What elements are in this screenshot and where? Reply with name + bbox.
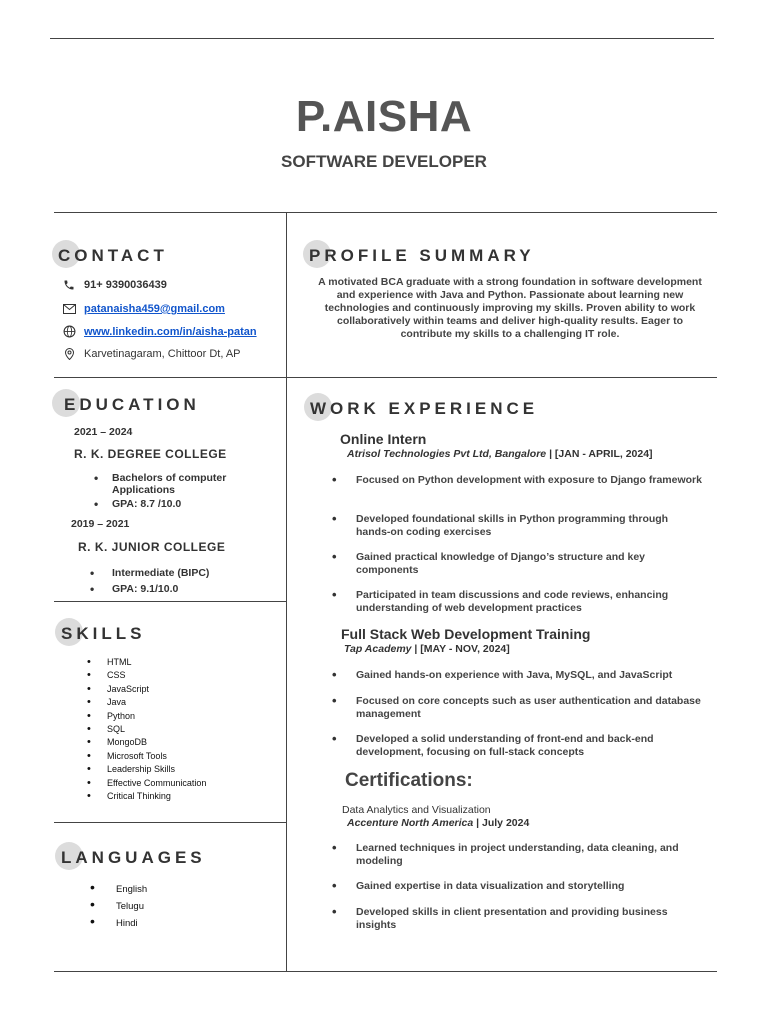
email-icon (62, 304, 76, 314)
list-item: • SQL (87, 723, 206, 736)
languages-heading: LANGUAGES (61, 848, 206, 868)
education-heading: EDUCATION (64, 395, 200, 415)
header-divider (54, 212, 717, 213)
list-item: • Gained expertise in data visualization and storytelling (332, 880, 702, 893)
languages-list (90, 881, 147, 932)
list-item: • Python (87, 710, 206, 723)
list-item: • HTML (87, 656, 206, 669)
bottom-rule (54, 971, 717, 972)
skills-heading: SKILLS (61, 624, 145, 644)
job-title: Online Intern (340, 431, 427, 447)
phone-number: 91+ 9390036439 (84, 279, 167, 291)
education-school: R. K. DEGREE COLLEGE (74, 447, 227, 461)
list-item: • Gained practical knowledge of Django’s structure and key components (332, 551, 702, 577)
list-item: • CSS (87, 669, 206, 682)
email-link[interactable]: patanaisha459@gmail.com (84, 303, 225, 315)
candidate-role: SOFTWARE DEVELOPER (281, 152, 487, 171)
list-item: • Telugu (90, 898, 147, 915)
skills-divider (54, 822, 286, 823)
list-item: • Focused on Python development with exposure to Django framework (332, 474, 702, 487)
list-item: • Focused on core concepts such as user authentication and database management (332, 695, 702, 721)
list-item: • Effective Communication (87, 777, 206, 790)
job-company: Atrisol Technologies Pvt Ltd, Bangalore | [JAN - APRIL, 2024] (347, 448, 653, 460)
list-item: • GPA: 9.1/10.0 (86, 583, 266, 595)
location-pin-icon (62, 348, 76, 360)
job-title: Full Stack Web Development Training (341, 626, 591, 642)
contact-location (62, 348, 241, 360)
linkedin-link[interactable]: www.linkedin.com/in/aisha-patan (84, 325, 257, 338)
list-item: • MongoDB (87, 736, 206, 749)
list-item: • Developed skills in client presentation and providing business insights (332, 906, 702, 932)
contact-heading: CONTACT (58, 246, 168, 266)
phone-icon (62, 279, 76, 291)
list-item: • English (90, 881, 147, 898)
top-rule (50, 38, 714, 39)
list-item: • Participated in team discussions and code reviews, enhancing understanding of web development practices (332, 589, 702, 615)
contact-divider (54, 377, 717, 378)
globe-icon (62, 325, 76, 338)
column-divider (286, 212, 287, 971)
list-item: • JavaScript (87, 683, 206, 696)
list-item: • Intermediate (BIPC) (86, 567, 266, 579)
summary-heading: PROFILE SUMMARY (309, 246, 535, 266)
contact-phone (62, 279, 167, 291)
education-years: 2019 – 2021 (71, 518, 130, 530)
education-years: 2021 – 2024 (74, 426, 133, 438)
certification-name: Data Analytics and Visualization (342, 804, 491, 816)
job-company: Tap Academy | [MAY - NOV, 2024] (344, 643, 510, 655)
education-divider (54, 601, 286, 602)
list-item: • Critical Thinking (87, 790, 206, 803)
education-school: R. K. JUNIOR COLLEGE (78, 540, 226, 554)
list-item: • Gained hands-on experience with Java, MySQL, and JavaScript (332, 669, 702, 682)
list-item: • Hindi (90, 915, 147, 932)
list-item: • GPA: 8.7 /10.0 (90, 498, 270, 510)
certification-issuer: Accenture North America | July 2024 (347, 817, 530, 829)
education-details (90, 472, 270, 512)
location-text: Karvetinagaram, Chittoor Dt, AP (84, 348, 241, 360)
list-item: • Developed a solid understanding of front-end and back-end development, focusing on full-stack concepts (332, 733, 702, 759)
summary-text: A motivated BCA graduate with a strong foundation in software development and experience with Java and Python. Passionate about learning new technologies and continuously improving my skills. Proven ability to work collaboratively within teams and deliver high-quality results. Eager to contribute my skills to a challenging IT role. (318, 276, 702, 340)
experience-heading: WORK EXPERIENCE (310, 399, 538, 419)
contact-linkedin (62, 325, 257, 338)
list-item: • Learned techniques in project understanding, data cleaning, and modeling (332, 842, 702, 868)
education-details (86, 567, 266, 597)
contact-email (62, 303, 225, 315)
certifications-heading: Certifications: (345, 770, 473, 791)
candidate-name: P.AISHA (295, 92, 473, 141)
skills-list (87, 656, 206, 803)
list-item: • Developed foundational skills in Python programming through hands-on coding exercises (332, 513, 702, 539)
list-item: • Bachelors of computer Applications (90, 472, 270, 496)
list-item: • Microsoft Tools (87, 750, 206, 763)
list-item: • Leadership Skills (87, 763, 206, 776)
list-item: • Java (87, 696, 206, 709)
